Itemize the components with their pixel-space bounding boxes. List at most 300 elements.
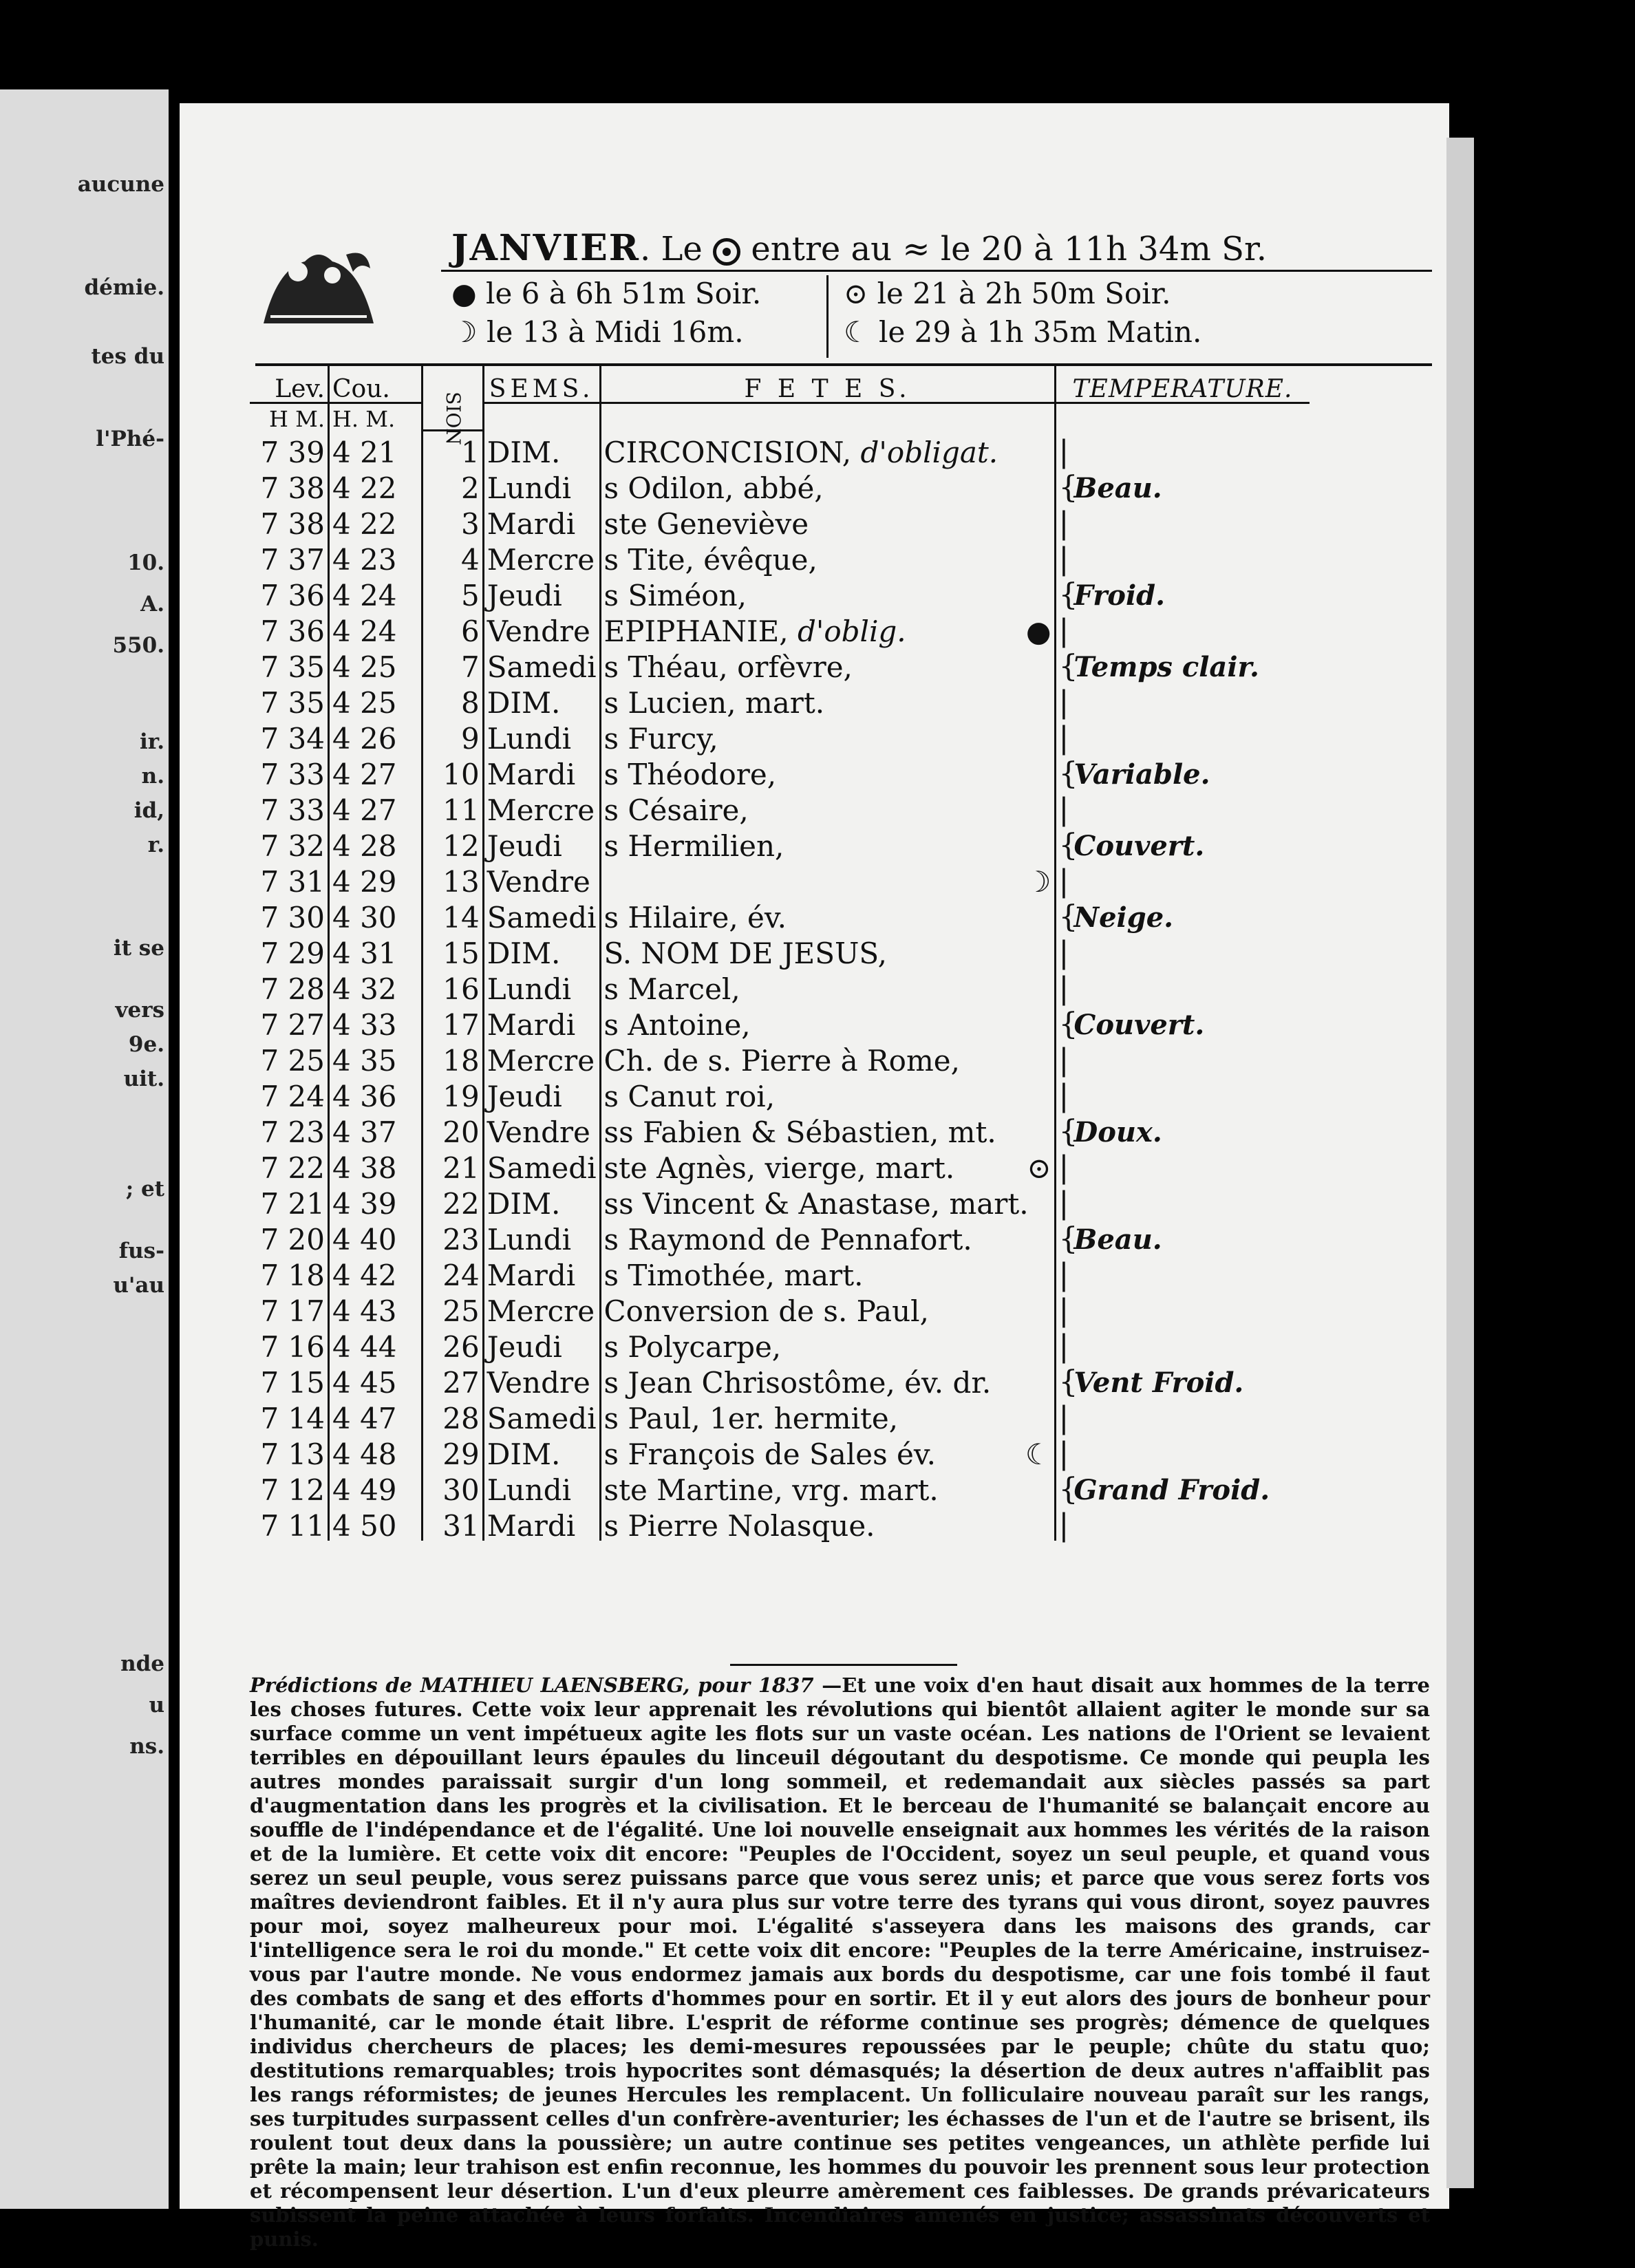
sunset-cell: 4 35 (329, 1040, 423, 1076)
table-row (250, 539, 1310, 575)
feast-cell (600, 1505, 1055, 1541)
brace-icon: | (1058, 1185, 1069, 1221)
sunrise-cell: 7 33 (260, 793, 325, 827)
table-row (250, 1362, 1310, 1398)
day-cell: 24 (442, 1258, 480, 1292)
full-moon-icon: ⊙ (1027, 1151, 1051, 1185)
feast-cell (600, 968, 1055, 1004)
brace-icon: | (1058, 684, 1069, 720)
table-row (250, 646, 1310, 682)
day-cell: 31 (442, 1508, 480, 1543)
feast-name: s Hilaire, év. (603, 900, 787, 934)
feast-cell (600, 1183, 1055, 1219)
sunset-cell: 4 27 (329, 789, 423, 825)
col-day: SION (423, 365, 484, 430)
weather-forecast: Beau. (1073, 1223, 1162, 1256)
day-cell: 5 (460, 578, 480, 612)
left-margin-fragment: l'Phé- (96, 427, 164, 451)
phase-first-quarter: ☽ le 13 à Midi 16m. (451, 315, 744, 349)
first-quarter-icon: ☽ (1025, 864, 1051, 899)
weekday-cell: DIM. (483, 1433, 600, 1469)
facing-page (0, 89, 169, 2209)
brace-icon: | (1058, 1292, 1069, 1328)
weather-cell (1055, 753, 1310, 789)
feast-name: ste Agnès, vierge, mart. (603, 1151, 955, 1185)
weather-forecast: Grand Froid. (1073, 1473, 1270, 1506)
weather-cell (1055, 1040, 1310, 1076)
day-cell: 22 (442, 1186, 480, 1221)
brace-icon: | (1058, 434, 1069, 469)
feast-cell (600, 467, 1055, 503)
sunrise-cell: 7 18 (260, 1258, 325, 1292)
weather-forecast: Vent Froid. (1073, 1366, 1244, 1399)
left-margin-fragment: id, (133, 798, 164, 823)
new-moon-icon: ● (1025, 614, 1051, 648)
sunrise-cell: 7 34 (260, 721, 325, 756)
page-gutter (169, 89, 177, 2209)
day-cell: 13 (442, 864, 480, 899)
feast-name: ss Vincent & Anastase, mart. (603, 1186, 1029, 1221)
feast-cell (600, 1147, 1055, 1183)
feast-name: Conversion de s. Paul, (603, 1294, 929, 1328)
sunset-cell: 4 49 (329, 1469, 423, 1505)
left-margin-fragment: tes du (91, 344, 164, 369)
sunrise-cell: 7 12 (260, 1473, 325, 1507)
day-cell: 4 (460, 542, 480, 577)
calendar-table (250, 365, 1310, 1541)
feast-cell (600, 503, 1055, 539)
weather-forecast: Neige. (1073, 901, 1174, 934)
table-row (250, 1004, 1310, 1040)
table-row (250, 1040, 1310, 1076)
weekday-cell: Vendre (483, 610, 600, 646)
sunrise-cell: 7 32 (260, 828, 325, 863)
sunset-cell: 4 23 (329, 539, 423, 575)
weekday-cell: Samedi (483, 897, 600, 932)
phase-new-moon: ● le 6 à 6h 51m Soir. (451, 277, 762, 310)
table-row (250, 718, 1310, 753)
feast-cell (600, 753, 1055, 789)
brace-icon: { (1058, 469, 1078, 505)
almanac-page (177, 103, 1449, 2251)
sunset-cell: 4 31 (329, 932, 423, 968)
brace-icon: | (1058, 1042, 1069, 1078)
brace-icon: | (1058, 791, 1069, 827)
brace-icon: | (1058, 720, 1069, 756)
table-header-row (250, 365, 1310, 403)
weekday-cell: Mardi (483, 1254, 600, 1290)
weekday-cell: Lundi (483, 467, 600, 503)
weather-forecast: Froid. (1073, 579, 1166, 612)
feast-name: s Antoine, (603, 1007, 751, 1042)
day-cell: 16 (442, 972, 480, 1006)
left-margin-fragment: uit. (123, 1067, 164, 1091)
sunrise-cell: 7 13 (260, 1437, 325, 1471)
feast-cell (600, 1326, 1055, 1362)
weather-cell (1055, 467, 1310, 503)
weekday-cell: Vendre (483, 1362, 600, 1398)
left-margin-fragment: n. (141, 764, 164, 789)
sunset-cell: 4 28 (329, 825, 423, 861)
weather-cell (1055, 1111, 1310, 1147)
solar-text: . Le (640, 230, 703, 268)
weekday-cell: Mardi (483, 1505, 600, 1541)
day-cell: 27 (442, 1365, 480, 1400)
weather-cell (1055, 1147, 1310, 1183)
sunset-cell: 4 21 (329, 430, 423, 467)
sunset-cell: 4 25 (329, 682, 423, 718)
table-row (250, 753, 1310, 789)
weather-cell (1055, 1183, 1310, 1219)
sunrise-cell: 7 15 (260, 1365, 325, 1400)
left-margin-fragment: 9e. (128, 1032, 164, 1057)
table-row (250, 1398, 1310, 1433)
brace-icon: | (1058, 612, 1069, 648)
feast-obligation: d'oblig. (797, 614, 906, 648)
sunset-cell: 4 42 (329, 1254, 423, 1290)
feast-cell (600, 897, 1055, 932)
weather-cell (1055, 1076, 1310, 1111)
feast-name: ste Martine, vrg. mart. (603, 1473, 939, 1507)
weather-cell (1055, 503, 1310, 539)
sunrise-cell: 7 36 (260, 578, 325, 612)
sunset-cell: 4 27 (329, 753, 423, 789)
phase-last-quarter: ☾ le 29 à 1h 35m Matin. (844, 315, 1202, 349)
left-margin-fragment: 10. (127, 550, 164, 575)
sunset-cell: 4 45 (329, 1362, 423, 1398)
sunset-cell: 4 22 (329, 503, 423, 539)
weekday-cell: Mercre (483, 1040, 600, 1076)
sunrise-cell: 7 36 (260, 614, 325, 648)
weekday-cell: Vendre (483, 1111, 600, 1147)
weekday-cell: Mardi (483, 1004, 600, 1040)
feast-cell (600, 1254, 1055, 1290)
day-cell: 12 (442, 828, 480, 863)
left-margin-fragment: vers (115, 998, 164, 1023)
weekday-cell: Mardi (483, 503, 600, 539)
brace-icon: { (1058, 1471, 1078, 1507)
sunset-cell: 4 50 (329, 1505, 423, 1541)
month-heading (451, 227, 1267, 269)
feast-cell (600, 1469, 1055, 1505)
weekday-cell: Lundi (483, 968, 600, 1004)
sunrise-cell: 7 11 (260, 1508, 325, 1543)
first-quarter-icon: ☽ (451, 315, 478, 349)
feast-name: s Timothée, mart. (603, 1258, 864, 1292)
feast-name: Ch. de s. Pierre à Rome, (603, 1043, 960, 1078)
feast-name: s Tite, évêque, (603, 542, 818, 577)
brace-icon: | (1058, 1149, 1069, 1185)
left-margin-fragment: démie. (84, 275, 164, 300)
sun-icon (713, 238, 740, 266)
sunset-cell: 4 32 (329, 968, 423, 1004)
day-cell: 7 (460, 650, 480, 684)
day-cell: 15 (442, 936, 480, 970)
table-row (250, 467, 1310, 503)
weather-cell (1055, 1219, 1310, 1254)
col-sunrise-units: H M. (268, 406, 325, 432)
weekday-cell: Mercre (483, 539, 600, 575)
weekday-cell: Vendre (483, 861, 600, 897)
sunrise-cell: 7 23 (260, 1115, 325, 1149)
left-margin-fragment: A. (140, 592, 164, 617)
weather-forecast: Couvert. (1073, 1008, 1205, 1041)
left-margin-fragment: it se (113, 936, 164, 961)
left-margin-fragment: ; et (125, 1177, 164, 1201)
weather-cell (1055, 575, 1310, 610)
left-margin-fragment: u'au (113, 1273, 164, 1298)
brace-icon: { (1058, 1006, 1078, 1042)
feast-cell (600, 1398, 1055, 1433)
prediction-rule (730, 1664, 957, 1666)
weather-cell (1055, 1004, 1310, 1040)
left-margin-fragment: 550. (112, 633, 164, 658)
prediction-text (250, 1673, 1430, 2251)
phase-full-moon: ⊙ le 21 à 2h 50m Soir. (844, 277, 1171, 310)
sunrise-cell: 7 33 (260, 757, 325, 791)
table-row (250, 861, 1310, 897)
weather-cell (1055, 932, 1310, 968)
feast-name: s Marcel, (603, 972, 740, 1006)
weather-cell (1055, 1362, 1310, 1398)
left-margin-fragment: nde (120, 1651, 164, 1676)
col-feasts: F E T E S. (600, 365, 1055, 403)
sunrise-cell: 7 25 (260, 1043, 325, 1078)
day-cell: 10 (442, 757, 480, 791)
sunrise-cell: 7 35 (260, 650, 325, 684)
sunset-cell: 4 30 (329, 897, 423, 932)
weather-forecast: Doux. (1073, 1115, 1162, 1148)
day-cell: 23 (442, 1222, 480, 1256)
table-row (250, 1183, 1310, 1219)
sunrise-cell: 7 39 (260, 435, 325, 469)
brace-icon: { (1058, 648, 1078, 684)
weather-forecast: Couvert. (1073, 829, 1205, 862)
feast-cell (600, 1219, 1055, 1254)
feast-name: s Furcy, (603, 721, 718, 756)
table-row (250, 789, 1310, 825)
weekday-cell: DIM. (483, 682, 600, 718)
weekday-cell: Lundi (483, 718, 600, 753)
weekday-cell: Jeudi (483, 825, 600, 861)
feast-cell (600, 1076, 1055, 1111)
brace-icon: | (1058, 1400, 1069, 1435)
sunrise-cell: 7 35 (260, 685, 325, 720)
day-cell: 17 (442, 1007, 480, 1042)
weather-cell (1055, 1290, 1310, 1326)
feast-name: ste Geneviève (603, 506, 809, 541)
weather-cell (1055, 1398, 1310, 1433)
feast-cell (600, 789, 1055, 825)
weather-cell (1055, 1469, 1310, 1505)
sunset-cell: 4 40 (329, 1219, 423, 1254)
col-weekday: SEMS. (483, 365, 600, 403)
sunset-cell: 4 29 (329, 861, 423, 897)
brace-icon: | (1058, 970, 1069, 1006)
table-row (250, 1326, 1310, 1362)
sunset-cell: 4 22 (329, 467, 423, 503)
brace-icon: { (1058, 827, 1078, 863)
weather-cell (1055, 682, 1310, 718)
weather-cell (1055, 789, 1310, 825)
weather-cell (1055, 968, 1310, 1004)
weekday-cell: Lundi (483, 1219, 600, 1254)
table-row (250, 1469, 1310, 1505)
weekday-cell: Jeudi (483, 1326, 600, 1362)
solar-entry: entre au ≈ le 20 à 11h 34m Sr. (751, 230, 1267, 268)
table-row (250, 968, 1310, 1004)
sunset-cell: 4 36 (329, 1076, 423, 1111)
day-cell: 26 (442, 1329, 480, 1364)
col-sunset: Cou. (329, 365, 423, 403)
feast-cell (600, 1040, 1055, 1076)
weekday-cell: Samedi (483, 646, 600, 682)
feast-name: S. NOM DE JESUS, (603, 936, 888, 970)
sunset-cell: 4 43 (329, 1290, 423, 1326)
sunrise-cell: 7 22 (260, 1151, 325, 1185)
table-row (250, 932, 1310, 968)
table-row (250, 1219, 1310, 1254)
weekday-cell: Samedi (483, 1398, 600, 1433)
header-rule (441, 270, 1432, 272)
sunrise-cell: 7 38 (260, 506, 325, 541)
sunrise-cell: 7 20 (260, 1222, 325, 1256)
day-cell: 29 (442, 1437, 480, 1471)
feast-name: s Hermilien, (603, 828, 784, 863)
feast-cell (600, 861, 1055, 897)
table-row (250, 825, 1310, 861)
last-quarter-icon: ☾ (1025, 1437, 1051, 1471)
brace-icon: | (1058, 863, 1069, 899)
sunrise-cell: 7 16 (260, 1329, 325, 1364)
prediction-body: —Et une voix d'en haut disait aux hommes de la terre les choses futures. Cette voix leur apprenait les révolutions qui bientôt allaient agiter le monde sur sa surface comme un vent impétueux agite les flots sur un vaste océan. Les nations de l'Orient se levaient terribles en dépouillant leurs épaules du linceuil dégoutant du despotisme. Ce monde qui peupla les autres mondes paraissait surgir d'un long sommeil, et redemandait aux siècles passés sa part d'augmentation dans les progrès et la civilisation. Et le berceau de l'humanité se balançait encore au souffle de l'indépendance et de l'égalité. Une loi nouvelle enseignait aux hommes les vérités de la raison et de la lumière. Et cette voix dit encore: "Peuples de l'Occident, soyez un seul peuple, et quand vous serez un seul peuple, vous serez puissans parce que vous serez unis; et parce que vous serez forts vos maîtres deviendront faibles. Et il n'y aura plus sur votre terre des tyrans qui vous diront, soyez pauvres pour moi, soyez malheureux pour moi. L'égalité s'asseyera dans les maisons des grands, car l'intelligence sera le roi du monde." Et cette voix dit encore: "Peuples de la terre Américaine, instruisez-vous par l'autre monde. Ne vous endormez jamais aux bords du despotisme, car une fois tombé il faut des combats de sang et des efforts d'hommes pour en sortir. Et il y eut alors des jours de bonheur pour l'humanité, car le monde était libre. L'esprit de réforme continue ses progrès; démence de quelques individus chercheurs de places; les demi-mesures repoussées par le peuple; chûte du statu quo; destitutions remarquables; trois hypocrites sont démasqués; la désertion de deux autres n'affaiblit pas les rangs réformistes; de jeunes Hercules les remplacent. Un folliculaire nouveau paraît sur les rangs, ses turpitudes surpassent celles d'un confrère-aventurier; les échasses de l'un et de l'autre se brisent, ils roulent tout deux dans la poussière; un autre continue ses petites vengeances, un athlète perfide lui prête la main; leur trahison est enfin reconnue, les hommes du pouvoir les prennent sous leur protection et récompensent leur désertion. L'un d'eux pleurre amèrement ces faiblesses. De grands prévaricateurs subissent la peine attachée à leurs forfaits. Incendiaires amenés en justice; assassinats découverts et punis. (250, 1673, 1430, 2251)
sunrise-cell: 7 30 (260, 900, 325, 934)
day-cell: 8 (460, 685, 480, 720)
sunset-cell: 4 24 (329, 610, 423, 646)
feast-cell (600, 825, 1055, 861)
feast-name: s Odilon, abbé, (603, 471, 824, 505)
brace-icon: { (1058, 1113, 1078, 1149)
weekday-cell: DIM. (483, 430, 600, 467)
table-row (250, 897, 1310, 932)
brace-icon: | (1058, 1435, 1069, 1471)
day-cell: 30 (442, 1473, 480, 1507)
sunrise-cell: 7 38 (260, 471, 325, 505)
feast-name: s Jean Chrisostôme, év. dr. (603, 1365, 992, 1400)
weekday-cell: Mercre (483, 1290, 600, 1326)
table-row (250, 1505, 1310, 1541)
feast-name: s Pierre Nolasque. (603, 1508, 875, 1543)
day-cell: 25 (442, 1294, 480, 1328)
weekday-cell: Lundi (483, 1469, 600, 1505)
feast-name: s Polycarpe, (603, 1329, 782, 1364)
sunrise-cell: 7 27 (260, 1007, 325, 1042)
day-cell: 28 (442, 1401, 480, 1435)
table-row (250, 503, 1310, 539)
day-cell: 18 (442, 1043, 480, 1078)
table-row (250, 1290, 1310, 1326)
brace-icon: | (1058, 541, 1069, 577)
table-row (250, 1433, 1310, 1469)
table-row (250, 575, 1310, 610)
sunset-cell: 4 44 (329, 1326, 423, 1362)
left-margin-fragment: r. (147, 833, 164, 857)
weekday-cell: DIM. (483, 1183, 600, 1219)
page-edge (1446, 138, 1474, 2188)
brace-icon: | (1058, 1078, 1069, 1113)
feast-name: s Raymond de Pennafort. (603, 1222, 972, 1256)
sunrise-cell: 7 24 (260, 1079, 325, 1113)
day-cell: 19 (442, 1079, 480, 1113)
feast-name: s Césaire, (603, 793, 749, 827)
sunset-cell: 4 37 (329, 1111, 423, 1147)
last-quarter-icon: ☾ (844, 315, 870, 349)
sunset-cell: 4 24 (329, 575, 423, 610)
day-cell: 3 (460, 506, 480, 541)
brace-icon: { (1058, 899, 1078, 934)
brace-icon: | (1058, 934, 1069, 970)
feast-name: s Lucien, mart. (603, 685, 825, 720)
day-cell: 1 (460, 435, 480, 469)
feast-name: s François de Sales év. (603, 1437, 936, 1471)
weekday-cell: DIM. (483, 932, 600, 968)
day-cell: 2 (460, 471, 480, 505)
brace-icon: { (1058, 756, 1078, 791)
feast-cell (600, 718, 1055, 756)
sunrise-cell: 7 28 (260, 972, 325, 1006)
day-cell: 14 (442, 900, 480, 934)
sunset-cell: 4 25 (329, 646, 423, 682)
sunset-cell: 4 47 (329, 1398, 423, 1433)
sunrise-cell: 7 29 (260, 936, 325, 970)
weather-cell (1055, 539, 1310, 575)
feast-cell (600, 1004, 1055, 1040)
table-row (250, 610, 1310, 646)
weekday-cell: Jeudi (483, 575, 600, 610)
prediction-lead: Prédictions de MATHIEU LAENSBERG, pour 1837 (250, 1673, 814, 1697)
feast-name: ss Fabien & Sébastien, mt. (603, 1115, 996, 1149)
weather-cell (1055, 430, 1310, 467)
brace-icon: | (1058, 505, 1069, 541)
sunset-cell: 4 26 (329, 718, 423, 753)
sunrise-cell: 7 14 (260, 1401, 325, 1435)
feast-name: s Siméon, (603, 578, 747, 612)
table-subheader-row (250, 403, 1310, 431)
sunrise-cell: 7 21 (260, 1186, 325, 1221)
brace-icon: { (1058, 1221, 1078, 1256)
col-sunset-units: H. M. (329, 403, 423, 431)
brace-icon: { (1058, 577, 1078, 612)
feast-cell (600, 646, 1055, 682)
weekday-cell: Mercre (483, 789, 600, 825)
weather-cell (1055, 646, 1310, 682)
feast-cell (600, 539, 1055, 575)
feast-name: s Canut roi, (603, 1079, 776, 1113)
sunset-cell: 4 33 (329, 1004, 423, 1040)
table-row (250, 682, 1310, 718)
brace-icon: | (1058, 1507, 1069, 1543)
weather-forecast: Variable. (1073, 758, 1210, 791)
weather-forecast: Beau. (1073, 471, 1162, 504)
table-row (250, 430, 1310, 467)
new-moon-icon: ● (451, 277, 477, 310)
table-row (250, 1076, 1310, 1111)
weather-cell (1055, 1505, 1310, 1541)
weather-forecast: Temps clair. (1073, 650, 1259, 683)
feast-cell (600, 430, 1055, 467)
sunrise-cell: 7 31 (260, 864, 325, 899)
sunset-cell: 4 38 (329, 1147, 423, 1183)
